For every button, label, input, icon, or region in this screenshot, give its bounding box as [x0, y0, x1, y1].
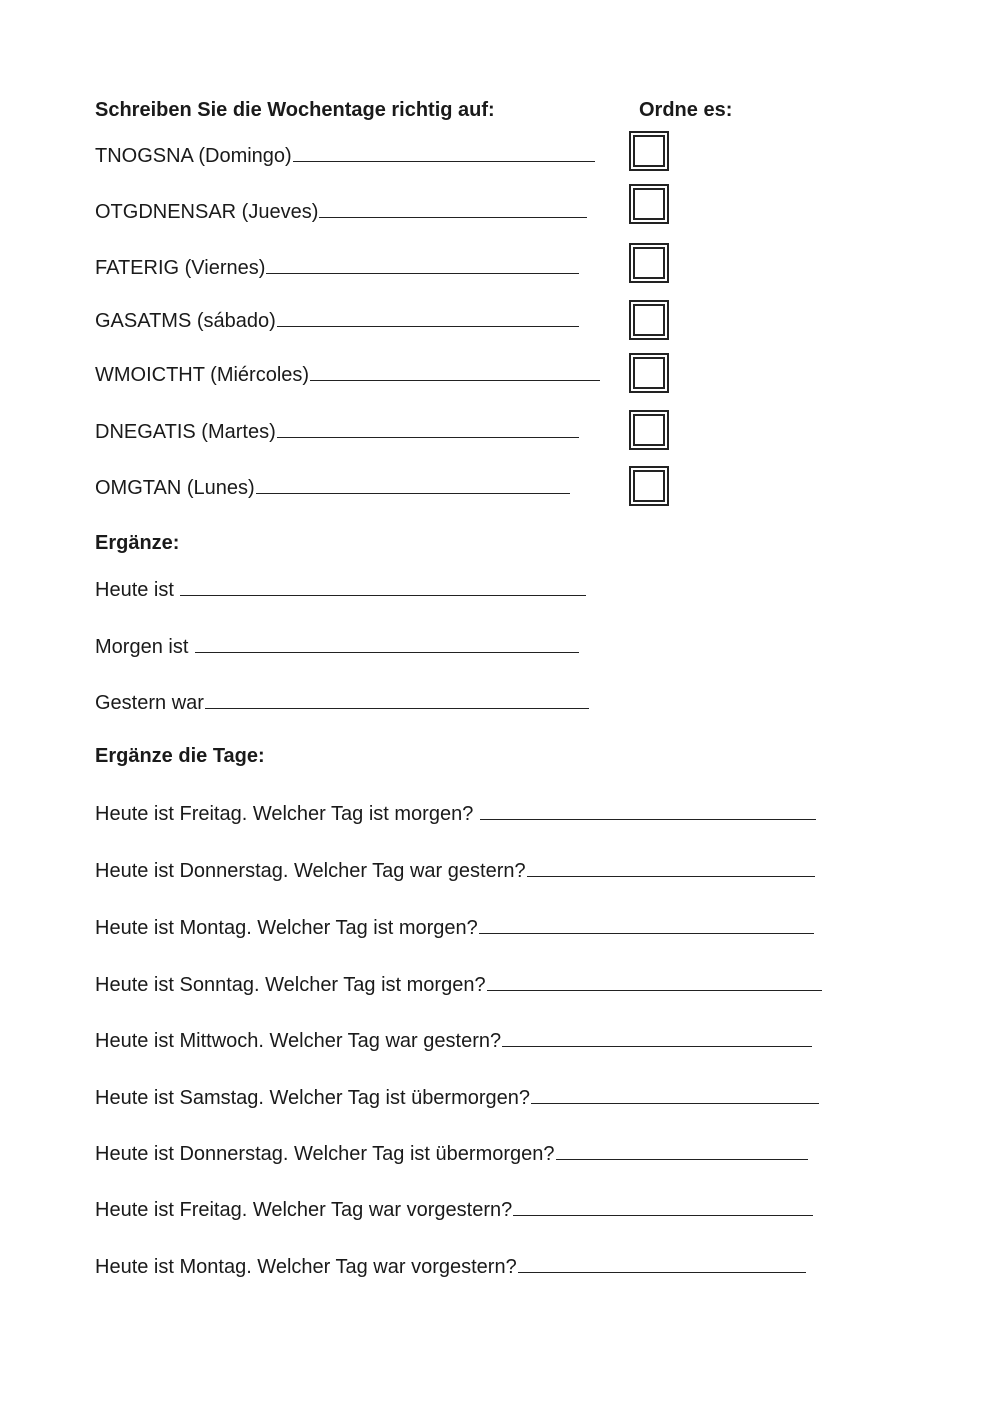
answer-blank[interactable] — [487, 971, 822, 991]
question-prompt: Heute ist Sonntag. Welcher Tag ist morgen? — [95, 974, 486, 996]
complete-item — [95, 576, 586, 603]
answer-blank[interactable] — [266, 254, 579, 274]
order-heading: Ordne es: — [639, 99, 733, 121]
complete-item — [95, 689, 589, 716]
scramble-item — [95, 254, 579, 281]
order-checkbox[interactable] — [629, 466, 669, 506]
answer-blank[interactable] — [527, 857, 815, 877]
question-prompt: Heute ist Freitag. Welcher Tag ist morgen? — [95, 803, 479, 825]
answer-blank[interactable] — [556, 1140, 808, 1160]
scramble-item — [95, 307, 579, 334]
question-item — [95, 1196, 813, 1223]
answer-blank[interactable] — [502, 1027, 812, 1047]
answer-blank[interactable] — [518, 1253, 806, 1273]
scramble-prompt: OMGTAN (Lunes) — [95, 477, 255, 499]
question-item — [95, 857, 815, 884]
question-prompt: Heute ist Samstag. Welcher Tag ist übermorgen? — [95, 1087, 531, 1109]
scramble-item — [95, 198, 587, 225]
order-checkbox[interactable] — [629, 300, 669, 340]
question-prompt: Heute ist Mittwoch. Welcher Tag war gestern? — [95, 1030, 502, 1052]
answer-blank[interactable] — [531, 1084, 819, 1104]
answer-blank[interactable] — [256, 474, 570, 494]
scramble-item — [95, 474, 570, 501]
order-checkbox[interactable] — [629, 353, 669, 393]
question-prompt: Heute ist Donnerstag. Welcher Tag ist übermorgen? — [95, 1143, 555, 1165]
order-checkbox[interactable] — [629, 184, 669, 224]
question-prompt: Heute ist Montag. Welcher Tag ist morgen? — [95, 917, 478, 939]
answer-blank[interactable] — [310, 361, 600, 381]
scramble-item — [95, 418, 579, 445]
scramble-item — [95, 142, 595, 169]
answer-blank[interactable] — [205, 689, 589, 709]
answer-blank[interactable] — [180, 576, 586, 596]
complete-prompt: Morgen ist — [95, 636, 194, 658]
question-item — [95, 914, 814, 941]
scramble-prompt: FATERIG (Viernes) — [95, 257, 266, 279]
scramble-prompt: OTGDNENSAR (Jueves) — [95, 201, 319, 223]
question-item — [95, 800, 816, 827]
complete-prompt: Heute ist — [95, 579, 180, 601]
question-item — [95, 1253, 806, 1280]
question-item — [95, 971, 822, 998]
question-item — [95, 1084, 819, 1111]
scramble-prompt: DNEGATIS (Martes) — [95, 421, 276, 443]
section3-heading: Ergänze die Tage: — [95, 745, 265, 767]
question-item — [95, 1027, 812, 1054]
section1-heading: Schreiben Sie die Wochentage richtig auf: — [95, 99, 495, 121]
question-prompt: Heute ist Freitag. Welcher Tag war vorgestern? — [95, 1199, 513, 1221]
section2-heading: Ergänze: — [95, 532, 180, 554]
question-prompt: Heute ist Montag. Welcher Tag war vorgestern? — [95, 1256, 517, 1278]
answer-blank[interactable] — [277, 418, 579, 438]
answer-blank[interactable] — [195, 633, 579, 653]
answer-blank[interactable] — [319, 198, 587, 218]
question-prompt: Heute ist Donnerstag. Welcher Tag war gestern? — [95, 860, 526, 882]
answer-blank[interactable] — [277, 307, 579, 327]
answer-blank[interactable] — [480, 800, 816, 820]
scramble-item — [95, 361, 600, 388]
order-checkbox[interactable] — [629, 131, 669, 171]
order-checkbox[interactable] — [629, 410, 669, 450]
scramble-prompt: GASATMS (sábado) — [95, 310, 276, 332]
answer-blank[interactable] — [293, 142, 595, 162]
answer-blank[interactable] — [513, 1196, 813, 1216]
complete-prompt: Gestern war — [95, 692, 204, 714]
scramble-prompt: TNOGSNA (Domingo) — [95, 145, 292, 167]
order-checkbox[interactable] — [629, 243, 669, 283]
question-item — [95, 1140, 808, 1167]
answer-blank[interactable] — [479, 914, 814, 934]
complete-item — [95, 633, 579, 660]
scramble-prompt: WMOICTHT (Miércoles) — [95, 364, 310, 386]
